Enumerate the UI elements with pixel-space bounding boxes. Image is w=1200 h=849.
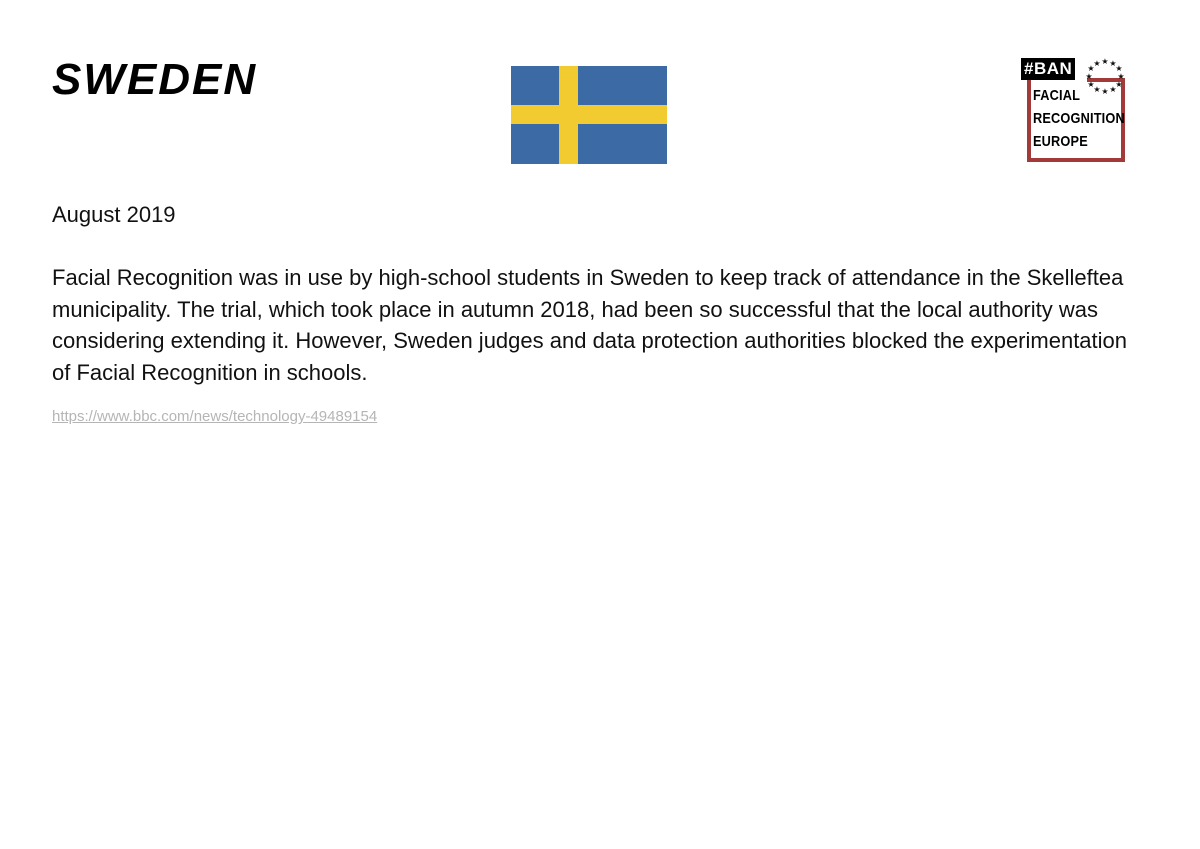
svg-text:★: ★ — [1093, 59, 1101, 68]
sweden-flag-icon — [511, 66, 667, 164]
svg-text:★: ★ — [1109, 85, 1117, 94]
logo-tag: #BAN — [1021, 58, 1075, 80]
logo-line-europe: EUROPE — [1033, 133, 1088, 150]
logo-line-recognition: RECOGNITION — [1033, 110, 1125, 127]
svg-text:★: ★ — [1093, 85, 1101, 94]
source-link[interactable]: https://www.bbc.com/news/technology-49489154 — [52, 408, 378, 425]
svg-text:★: ★ — [1109, 59, 1117, 68]
svg-text:★: ★ — [1115, 64, 1123, 73]
svg-text:★: ★ — [1087, 80, 1095, 89]
article-body: Facial Recognition was in use by high-school students in Sweden to keep track of attendance in the Skelleftea municipality. The trial, which took place in autumn 2018, had been so successful that the local authority was considering extending it. However, Sweden judges and data protection authorities blocked the experimentation of Facial Recognition in schools. — [52, 265, 1128, 385]
svg-text:★: ★ — [1115, 80, 1123, 89]
ban-facial-recognition-europe-logo — [1021, 58, 1125, 164]
svg-text:★: ★ — [1087, 64, 1095, 73]
svg-text:★: ★ — [1101, 57, 1109, 66]
article-date: August 2019 — [52, 202, 176, 227]
svg-text:★: ★ — [1085, 72, 1093, 81]
eu-stars-icon — [1083, 54, 1127, 98]
page-title: SWEDEN — [52, 55, 258, 104]
svg-text:★: ★ — [1117, 72, 1125, 81]
logo-line-facial: FACIAL — [1033, 87, 1081, 104]
svg-text:★: ★ — [1101, 87, 1109, 96]
